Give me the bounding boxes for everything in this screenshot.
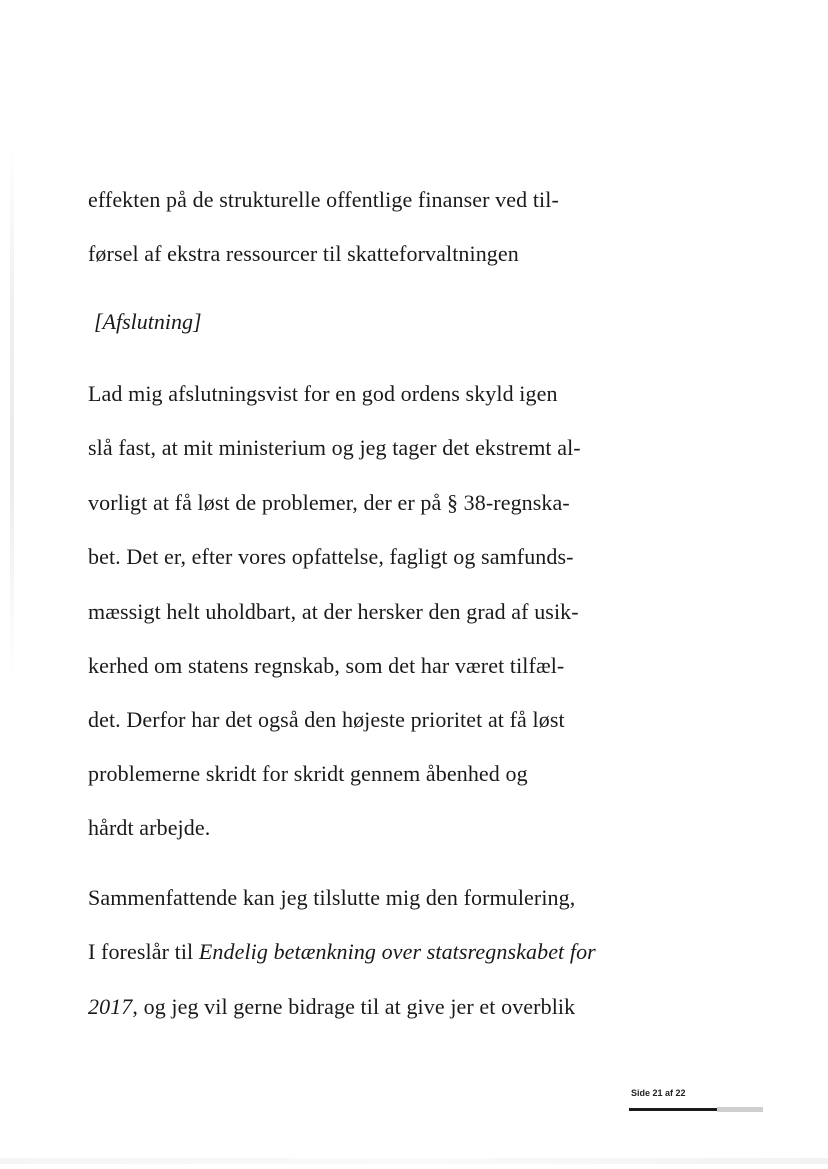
- page-progress-fill: [629, 1108, 717, 1111]
- page-progress-marker: [717, 1107, 763, 1112]
- body-line: Lad mig afslutningsvist for en god ordens skyld igen: [88, 381, 558, 406]
- body-line: kerhed om statens regnskab, som det har været tilfæl-: [88, 653, 565, 678]
- section-heading: [Afslutning]: [94, 309, 202, 334]
- body-line: [88, 938, 596, 966]
- body-line: førsel af ekstra ressourcer til skatteforvaltningen: [88, 241, 519, 266]
- body-text: I foreslår til: [88, 939, 199, 964]
- scan-artifact: [10, 140, 14, 680]
- page-number: Side 21 af 22: [631, 1088, 686, 1098]
- body-line: effekten på de strukturelle offentlige finanser ved til-: [88, 187, 559, 212]
- body-line: problemerne skridt for skridt gennem åbenhed og: [88, 761, 528, 786]
- body-line: [88, 993, 575, 1021]
- body-line: bet. Det er, efter vores opfattelse, fagligt og samfunds-: [88, 544, 574, 569]
- report-title: Endelig betænkning over statsregnskabet for: [198, 939, 596, 964]
- scan-artifact: [0, 1158, 828, 1164]
- body-line: Sammenfattende kan jeg tilslutte mig den formulering,: [88, 885, 576, 910]
- body-line: slå fast, at mit ministerium og jeg tager det ekstremt al-: [88, 435, 581, 460]
- body-line: vorligt at få løst de problemer, der er på § 38-regnska-: [88, 490, 570, 515]
- body-line: det. Derfor har det også den højeste prioritet at få løst: [88, 707, 565, 732]
- report-year: 2017: [88, 994, 133, 1019]
- body-text: , og jeg vil gerne bidrage til at give jer et overblik: [132, 994, 576, 1019]
- page-progress-bar: [629, 1108, 763, 1111]
- body-line: mæssigt helt uholdbart, at der hersker den grad af usik-: [88, 599, 579, 624]
- body-line: hårdt arbejde.: [88, 815, 211, 840]
